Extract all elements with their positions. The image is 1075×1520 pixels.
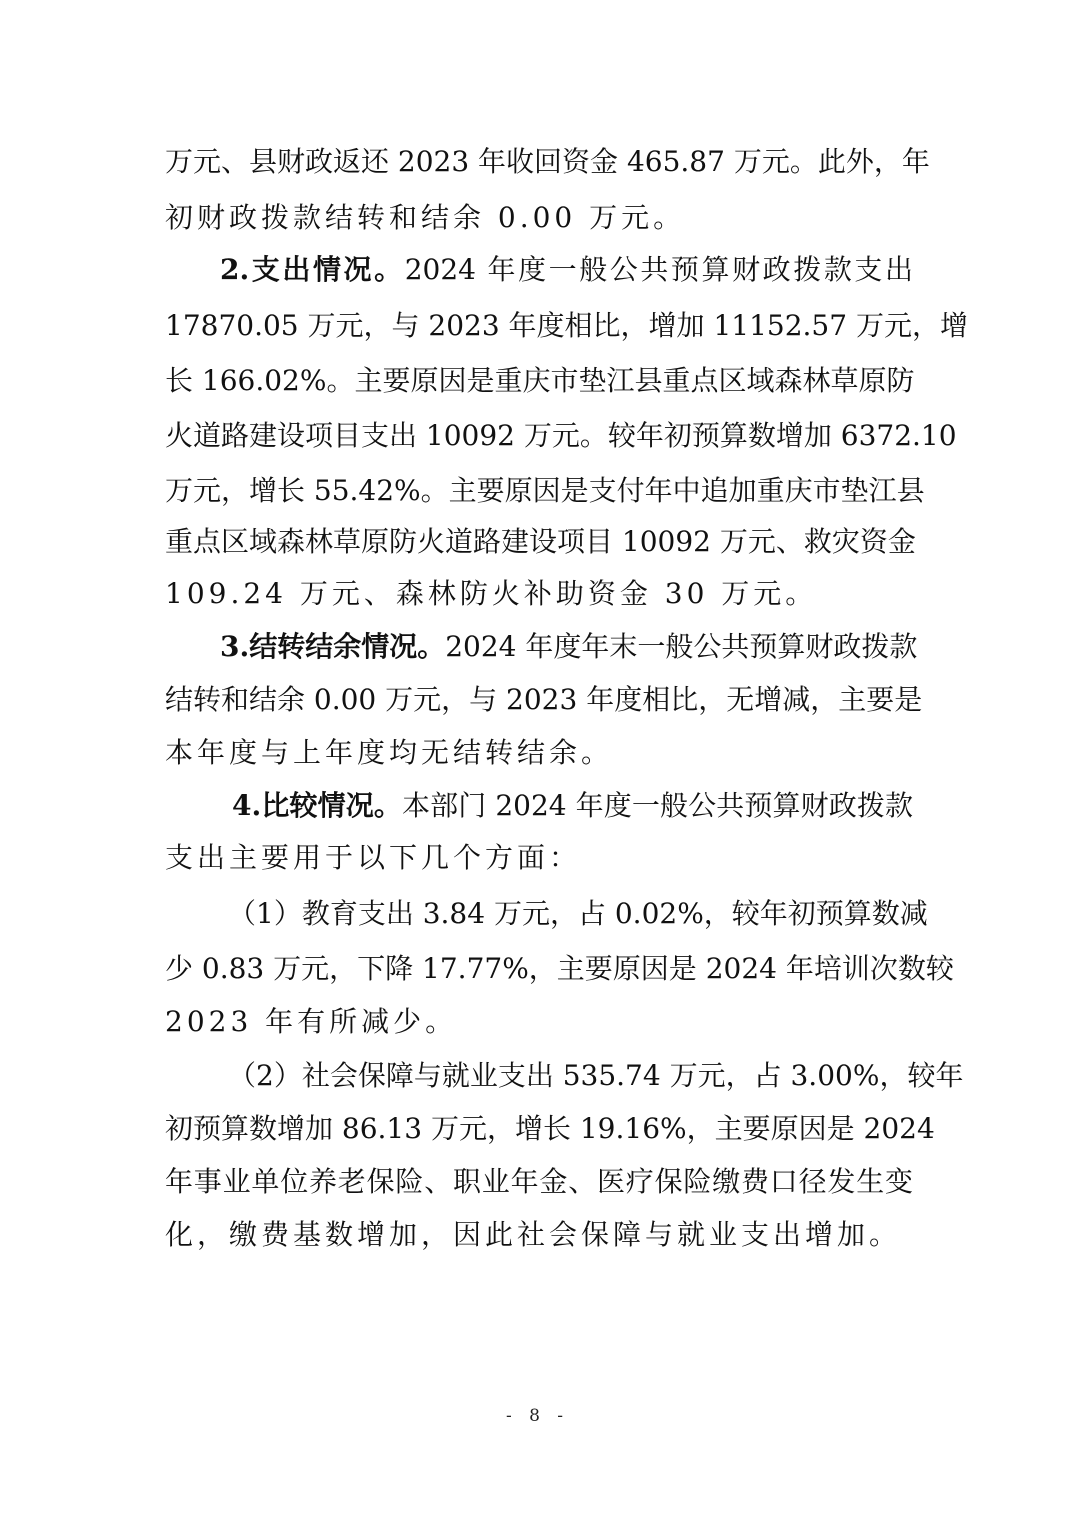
paragraph-1-line-1: 万元、县财政返还 2023 年收回资金 465.87 万元。此外，年	[165, 145, 930, 178]
paragraph-3-line-2: 结转和结余 0.00 万元，与 2023 年度相比，无增减，主要是	[165, 683, 923, 716]
paragraph-1-line-2: 初财政拨款结转和结余 0.00 万元。	[165, 201, 686, 234]
paragraph-2-line-3: 长 166.02%。主要原因是重庆市垫江县重点区域森林草原防	[165, 364, 915, 397]
paragraph-3-heading: 3.结转结余情况。	[220, 630, 446, 663]
paragraph-4-line-1	[232, 777, 913, 835]
paragraph-4-heading: 4.比较情况。	[232, 789, 402, 822]
paragraph-3-line-1	[220, 618, 918, 676]
paragraph-3-line-3: 本年度与上年度均无结转结余。	[165, 736, 614, 769]
paragraph-2-line-6: 重点区域森林草原防火道路建设项目 10092 万元、救灾资金	[165, 525, 916, 558]
paragraph-5-line-1: （1）教育支出 3.84 万元，占 0.02%，较年初预算数减	[228, 897, 928, 930]
paragraph-3-line-1-text: 2024 年度年末一般公共预算财政拨款	[445, 630, 918, 663]
page-number: - 8 -	[505, 1406, 570, 1426]
paragraph-4-line-1-text: 本部门 2024 年度一般公共预算财政拨款	[401, 789, 913, 822]
paragraph-6-line-1: （2）社会保障与就业支出 535.74 万元，占 3.00%，较年	[228, 1059, 964, 1092]
paragraph-6-line-3: 年事业单位养老保险、职业年金、医疗保险缴费口径发生变	[165, 1165, 913, 1198]
paragraph-6-line-2: 初预算数增加 86.13 万元，增长 19.16%，主要原因是 2024	[165, 1112, 935, 1145]
paragraph-4-line-2: 支出主要用于以下几个方面：	[165, 841, 582, 874]
paragraph-2-line-4: 火道路建设项目支出 10092 万元。较年初预算数增加 6372.10	[165, 419, 957, 452]
paragraph-5-line-2: 少 0.83 万元，下降 17.77%，主要原因是 2024 年培训次数较	[165, 952, 954, 985]
paragraph-2-line-7: 109.24 万元、森林防火补助资金 30 万元。	[165, 577, 818, 610]
paragraph-5-line-3: 2023 年有所减少。	[165, 1005, 458, 1038]
paragraph-2-line-1	[220, 241, 913, 299]
paragraph-2-line-1-text: 2024 年度一般公共预算财政拨款支出	[404, 253, 913, 286]
paragraph-2-line-2: 17870.05 万元，与 2023 年度相比，增加 11152.57 万元，增	[165, 309, 968, 342]
paragraph-6-line-4: 化，缴费基数增加，因此社会保障与就业支出增加。	[165, 1218, 902, 1251]
paragraph-2-heading: 2.支出情况。	[220, 253, 405, 286]
paragraph-2-line-5: 万元，增长 55.42%。主要原因是支付年中追加重庆市垫江县	[165, 474, 925, 507]
